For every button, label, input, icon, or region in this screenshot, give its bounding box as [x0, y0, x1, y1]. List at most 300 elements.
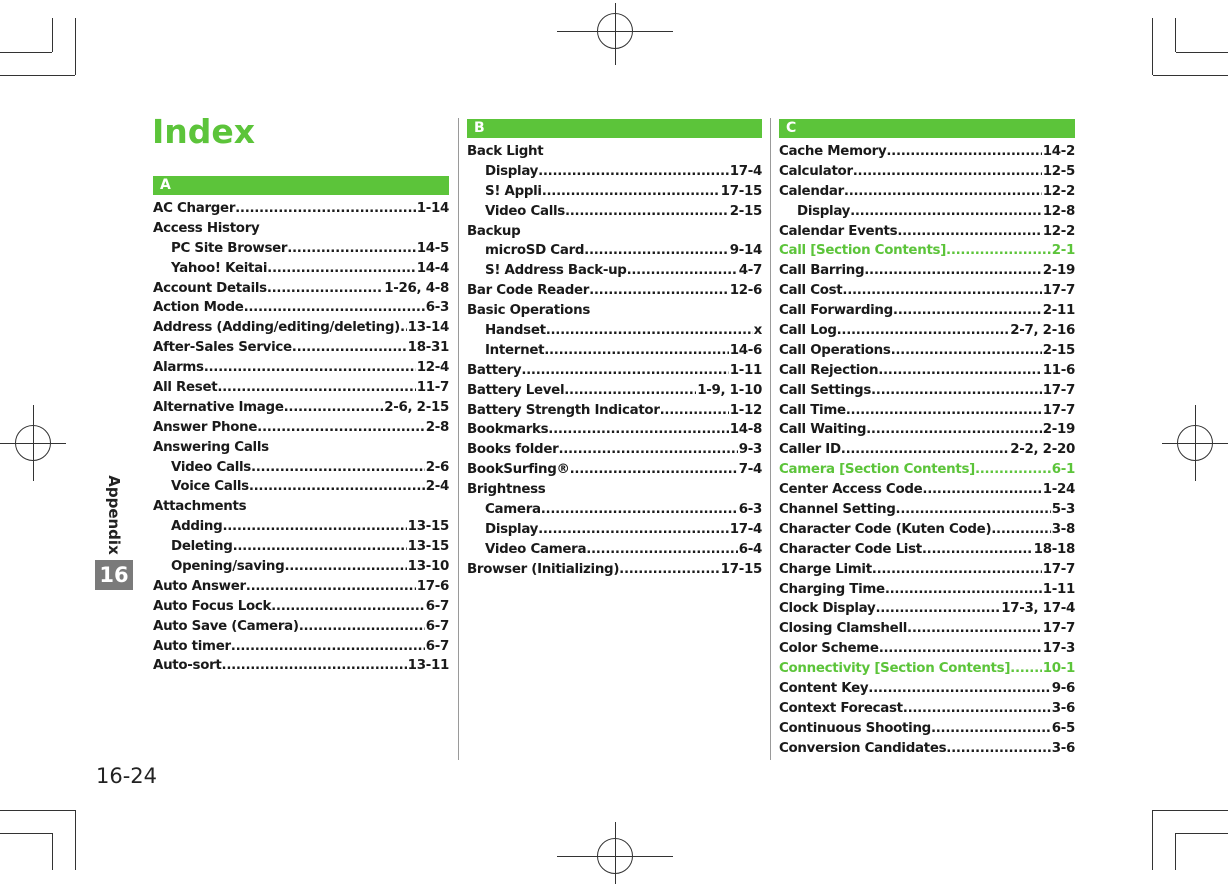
page-reference: 6-4	[738, 541, 762, 557]
index-entry	[467, 301, 762, 321]
index-term: BookSurfing®	[467, 462, 570, 478]
index-term: Calendar Events	[779, 223, 898, 239]
index-term: Answer Phone	[153, 419, 258, 435]
section-letter-header: B	[467, 119, 762, 138]
index-term: Camera	[485, 502, 541, 518]
page-reference: 4-7	[738, 263, 762, 279]
page-reference: 2-19	[1042, 263, 1075, 279]
index-entry	[779, 341, 1075, 361]
index-term: Call Forwarding	[779, 303, 893, 319]
index-entry	[467, 480, 762, 500]
index-term: Channel Setting	[779, 502, 896, 518]
index-entry	[153, 199, 449, 219]
index-entry	[467, 182, 762, 202]
dot-leader	[584, 241, 729, 261]
dot-leader	[872, 560, 1042, 580]
index-term: Closing Clamshell	[779, 621, 908, 637]
dot-leader	[946, 739, 1050, 759]
page-reference: 17-7	[1042, 402, 1075, 418]
index-entry	[467, 500, 762, 520]
index-entry	[779, 202, 1075, 222]
index-column-c	[779, 119, 1075, 759]
index-term: Auto timer	[153, 638, 231, 654]
index-entry-link[interactable]	[779, 659, 1075, 679]
index-term: Charge Limit	[779, 561, 872, 577]
index-entry	[779, 182, 1075, 202]
index-term: Display	[485, 163, 539, 179]
page-reference: 2-7, 2-16	[1010, 323, 1075, 339]
dot-leader	[896, 500, 1051, 520]
dot-leader	[251, 458, 425, 478]
index-entry	[467, 142, 762, 162]
index-term: Conversion Candidates	[779, 740, 947, 756]
page-reference: 1-12	[729, 402, 762, 418]
index-entry	[153, 259, 449, 279]
index-term: PC Site Browser	[171, 240, 288, 256]
index-term: Call Operations	[779, 342, 891, 358]
index-term: Call Barring	[779, 263, 865, 279]
index-term: Call [Section Contents]	[779, 243, 947, 259]
page-reference: 2-11	[1042, 303, 1075, 319]
index-entry	[467, 560, 762, 580]
index-entry	[153, 338, 449, 358]
page-reference: 5-3	[1051, 502, 1075, 518]
index-term: Video Calls	[171, 459, 251, 475]
index-entry	[779, 281, 1075, 301]
index-term: Charging Time	[779, 581, 885, 597]
index-entry	[779, 560, 1075, 580]
index-entry	[779, 480, 1075, 500]
index-entry	[467, 261, 762, 281]
page-reference: 17-4	[729, 521, 762, 537]
index-entry	[467, 361, 762, 381]
index-entry	[153, 497, 449, 517]
index-entry	[467, 381, 762, 401]
page-reference: 17-7	[1042, 382, 1075, 398]
column-divider	[770, 118, 771, 760]
page-reference: 9-3	[738, 442, 762, 458]
index-term: Video Calls	[485, 203, 565, 219]
dot-leader	[284, 557, 406, 577]
index-term: AC Charger	[153, 201, 236, 216]
dot-leader	[886, 142, 1041, 162]
index-term: Battery Strength Indicator	[467, 402, 660, 418]
index-term: Internet	[485, 342, 545, 358]
index-entry	[779, 739, 1075, 759]
dot-leader	[931, 719, 1051, 739]
page-reference: 12-8	[1042, 203, 1075, 219]
chapter-tab-label: Appendix	[105, 475, 123, 555]
index-term: Auto Answer	[153, 578, 246, 594]
page-reference: 9-14	[729, 243, 762, 259]
dot-leader	[521, 361, 728, 381]
dot-leader	[875, 599, 1000, 619]
index-entry	[467, 341, 762, 361]
page-reference[interactable]: 10-1	[1042, 661, 1075, 677]
index-term: S! Address Back-up	[485, 263, 627, 279]
chapter-tab-number: 16	[95, 560, 133, 590]
page-reference: 13-15	[407, 539, 449, 555]
index-term: Alternative Image	[153, 399, 284, 415]
dot-leader	[400, 318, 407, 338]
index-entry-link[interactable]	[779, 460, 1075, 480]
dot-leader	[850, 202, 1042, 222]
index-entry	[779, 639, 1075, 659]
index-entry	[467, 401, 762, 421]
index-term: Adding	[171, 519, 223, 535]
index-entry	[153, 279, 449, 299]
dot-leader	[866, 420, 1042, 440]
dot-leader	[1010, 659, 1042, 679]
index-term: Clock Display	[779, 601, 876, 617]
index-entry	[153, 597, 449, 617]
dot-leader	[842, 281, 1041, 301]
page-reference: 11-7	[416, 380, 449, 396]
index-entry	[779, 699, 1075, 719]
dot-leader	[538, 520, 729, 540]
dot-leader	[204, 358, 416, 378]
index-entry	[153, 557, 449, 577]
page-reference: 7-4	[738, 462, 762, 478]
page-reference: 14-2	[1042, 144, 1075, 159]
index-term: Calculator	[779, 163, 853, 179]
page-reference: 12-5	[1042, 163, 1075, 179]
index-entry	[779, 619, 1075, 639]
index-term: Connectivity [Section Contents]	[779, 661, 1011, 677]
index-entry	[779, 301, 1075, 321]
page-reference: 14-6	[729, 342, 762, 358]
page-reference: 12-6	[729, 283, 762, 299]
page-reference: 17-7	[1042, 621, 1075, 637]
index-entry	[467, 241, 762, 261]
page-reference: 6-7	[425, 638, 449, 654]
dot-leader	[885, 580, 1042, 600]
index-term: Handset	[485, 323, 546, 339]
page-reference: 17-3	[1042, 641, 1075, 657]
index-entry	[779, 222, 1075, 242]
dot-leader	[284, 398, 384, 418]
page-reference: 13-10	[407, 559, 449, 575]
index-term: Access History	[153, 220, 260, 236]
index-entry	[779, 679, 1075, 699]
index-entry	[467, 520, 762, 540]
index-term: Yahoo! Keitai	[171, 260, 268, 276]
index-term: Opening/saving	[171, 559, 285, 575]
dot-leader	[871, 381, 1042, 401]
section-letter-header: C	[779, 119, 1075, 138]
page-reference: 13-15	[407, 519, 449, 535]
dot-leader	[837, 321, 1010, 341]
page-reference: 9-6	[1051, 681, 1075, 697]
chapter-tab	[95, 470, 133, 590]
page-reference: 18-18	[1033, 541, 1075, 557]
page-reference: 17-3, 17-4	[1001, 601, 1075, 617]
page-reference: 14-8	[729, 422, 762, 438]
index-term: Account Details	[153, 280, 267, 296]
dot-leader	[538, 162, 729, 182]
index-term: Camera [Section Contents]	[779, 462, 975, 478]
dot-leader	[853, 162, 1042, 182]
index-term: Video Camera	[485, 541, 587, 557]
index-term: Action Mode	[153, 300, 244, 316]
index-entry	[779, 420, 1075, 440]
dot-leader	[292, 338, 407, 358]
index-entry	[153, 477, 449, 497]
index-term: Caller ID	[779, 442, 841, 458]
page-reference: 2-2, 2-20	[1010, 442, 1075, 458]
index-entry	[779, 162, 1075, 182]
dot-leader	[946, 241, 1051, 261]
index-term: Alarms	[153, 360, 204, 376]
dot-leader	[267, 279, 383, 299]
index-entry	[467, 222, 762, 242]
index-term: Answering Calls	[153, 439, 269, 455]
index-entry	[467, 420, 762, 440]
index-term: Auto-sort	[153, 658, 222, 674]
index-term: Call Waiting	[779, 422, 867, 438]
index-entry	[153, 656, 449, 676]
dot-leader	[589, 281, 729, 301]
page-reference: 12-2	[1042, 183, 1075, 199]
dot-leader	[544, 341, 728, 361]
dot-leader	[271, 597, 425, 617]
dot-leader	[841, 440, 1009, 460]
dot-leader	[222, 656, 407, 676]
page-reference[interactable]: 6-1	[1051, 462, 1075, 478]
page-reference: 6-5	[1051, 720, 1075, 736]
page-reference: 3-6	[1051, 700, 1075, 716]
dot-leader	[231, 637, 425, 657]
page-reference: 2-15	[729, 203, 762, 219]
index-entry	[467, 202, 762, 222]
index-entry	[153, 298, 449, 318]
index-term: Call Cost	[779, 283, 843, 299]
page-reference: 14-4	[416, 260, 449, 276]
index-entry	[779, 261, 1075, 281]
dot-leader	[903, 699, 1051, 719]
dot-leader	[546, 321, 753, 341]
dot-leader	[586, 540, 738, 560]
dot-leader	[541, 500, 738, 520]
dot-leader	[991, 520, 1050, 540]
index-term: Bookmarks	[467, 422, 549, 438]
index-term: Back Light	[467, 144, 544, 159]
dot-leader	[217, 378, 415, 398]
index-entry	[153, 418, 449, 438]
dot-leader	[922, 480, 1041, 500]
column-divider	[458, 118, 459, 760]
index-term: Call Rejection	[779, 362, 879, 378]
dot-leader	[548, 420, 728, 440]
page-reference: 1-11	[729, 362, 762, 378]
page-reference: 2-8	[425, 419, 449, 435]
index-term: Call Time	[779, 402, 846, 418]
index-term: Voice Calls	[171, 479, 249, 495]
page-reference: 2-6, 2-15	[384, 399, 449, 415]
index-entry	[779, 142, 1075, 162]
index-entry	[153, 358, 449, 378]
dot-leader	[233, 537, 407, 557]
page-title: Index	[152, 112, 256, 151]
dot-leader	[564, 381, 696, 401]
index-term: Cache Memory	[779, 144, 887, 159]
index-entry	[467, 162, 762, 182]
index-term: Books folder	[467, 442, 559, 458]
index-term: Display	[797, 203, 851, 219]
dot-leader	[244, 298, 425, 318]
index-entry	[153, 577, 449, 597]
dot-leader	[846, 401, 1042, 421]
dot-leader	[235, 199, 416, 219]
page-reference: 6-7	[425, 618, 449, 634]
page-reference: 17-4	[729, 163, 762, 179]
index-entry	[153, 219, 449, 239]
index-term: Brightness	[467, 482, 546, 498]
page-reference: 17-7	[1042, 283, 1075, 299]
index-entry	[153, 617, 449, 637]
index-entry	[153, 438, 449, 458]
index-term: Battery	[467, 362, 522, 378]
index-entry	[779, 500, 1075, 520]
dot-leader	[891, 341, 1042, 361]
page-reference: 2-19	[1042, 422, 1075, 438]
page-reference: 17-15	[720, 561, 762, 577]
dot-leader	[868, 679, 1050, 699]
page-number: 16-24	[96, 764, 158, 788]
dot-leader	[897, 222, 1041, 242]
index-term: Calendar	[779, 183, 844, 199]
index-entry	[153, 398, 449, 418]
page-reference: x	[753, 323, 762, 339]
dot-leader	[660, 401, 729, 421]
index-entry	[467, 460, 762, 480]
dot-leader	[222, 517, 406, 537]
index-term: Character Code (Kuten Code)	[779, 521, 992, 537]
index-term: Bar Code Reader	[467, 283, 590, 299]
page-reference: 12-2	[1042, 223, 1075, 239]
page-reference: 17-15	[720, 183, 762, 199]
page-reference: 1-11	[1042, 581, 1075, 597]
index-term: S! Appli	[485, 183, 542, 199]
index-term: Backup	[467, 223, 521, 239]
dot-leader	[975, 460, 1051, 480]
dot-leader	[893, 301, 1042, 321]
index-term: Character Code List	[779, 541, 922, 557]
index-term: Address (Adding/editing/deleting)	[153, 320, 401, 336]
index-entry	[467, 440, 762, 460]
index-entry	[779, 520, 1075, 540]
page-reference: 2-4	[425, 479, 449, 495]
page-reference: 1-9, 1-10	[697, 382, 762, 398]
index-term: After-Sales Service	[153, 340, 292, 356]
dot-leader	[570, 460, 738, 480]
page-reference: 14-5	[416, 240, 449, 256]
page-reference: 6-3	[738, 502, 762, 518]
page-reference: 13-11	[407, 658, 449, 674]
dot-leader	[879, 639, 1042, 659]
index-entry	[779, 719, 1075, 739]
index-term: microSD Card	[485, 243, 585, 259]
index-entry	[779, 540, 1075, 560]
index-term: Browser (Initializing)	[467, 561, 620, 577]
index-entry	[467, 321, 762, 341]
page-reference: 3-6	[1051, 740, 1075, 756]
page-reference: 1-24	[1042, 482, 1075, 498]
index-term: Context Forecast	[779, 700, 903, 716]
index-entry	[153, 239, 449, 259]
page-reference: 2-15	[1042, 342, 1075, 358]
dot-leader	[907, 619, 1042, 639]
dot-leader	[267, 259, 416, 279]
index-entry	[779, 599, 1075, 619]
index-term: Call Log	[779, 323, 837, 339]
index-entry	[467, 540, 762, 560]
dot-leader	[287, 239, 415, 259]
page-reference: 1-26, 4-8	[384, 280, 449, 296]
index-term: Basic Operations	[467, 303, 590, 319]
index-column-b	[467, 119, 762, 580]
index-term: Deleting	[171, 539, 233, 555]
page-reference: 17-7	[1042, 561, 1075, 577]
index-term: Color Scheme	[779, 641, 879, 657]
index-entry	[779, 361, 1075, 381]
dot-leader	[257, 418, 425, 438]
index-entry	[153, 537, 449, 557]
page-reference[interactable]: 2-1	[1051, 243, 1075, 259]
page-reference: 17-6	[416, 578, 449, 594]
dot-leader	[922, 540, 1033, 560]
index-column-a	[153, 176, 449, 676]
index-entry-link[interactable]	[779, 241, 1075, 261]
page-reference: 18-31	[407, 340, 449, 356]
index-entry	[779, 440, 1075, 460]
page-reference: 13-14	[407, 320, 449, 336]
index-entry	[779, 321, 1075, 341]
page-reference: 2-6	[425, 459, 449, 475]
index-term: Battery Level	[467, 382, 565, 398]
index-term: Attachments	[153, 499, 247, 515]
dot-leader	[619, 560, 720, 580]
dot-leader	[864, 261, 1041, 281]
page-reference: 1-14	[416, 201, 449, 216]
page-reference: 11-6	[1042, 362, 1075, 378]
dot-leader	[844, 182, 1042, 202]
index-entry	[779, 401, 1075, 421]
index-term: Call Settings	[779, 382, 872, 398]
index-entry	[153, 637, 449, 657]
index-term: Display	[485, 521, 539, 537]
index-entry	[779, 381, 1075, 401]
dot-leader	[246, 577, 416, 597]
section-letter-header: A	[153, 176, 449, 195]
index-term: Auto Focus Lock	[153, 598, 272, 614]
index-term: Continuous Shooting	[779, 720, 931, 736]
index-entry	[153, 458, 449, 478]
page-reference: 3-8	[1051, 521, 1075, 537]
dot-leader	[878, 361, 1041, 381]
index-entry	[153, 517, 449, 537]
index-entry	[153, 318, 449, 338]
index-entry	[467, 281, 762, 301]
page-reference: 12-4	[416, 360, 449, 376]
dot-leader	[565, 202, 729, 222]
page-reference: 6-3	[425, 300, 449, 316]
dot-leader	[249, 477, 425, 497]
index-term: Center Access Code	[779, 482, 923, 498]
index-entry	[779, 580, 1075, 600]
index-term: Content Key	[779, 681, 869, 697]
index-entry	[153, 378, 449, 398]
